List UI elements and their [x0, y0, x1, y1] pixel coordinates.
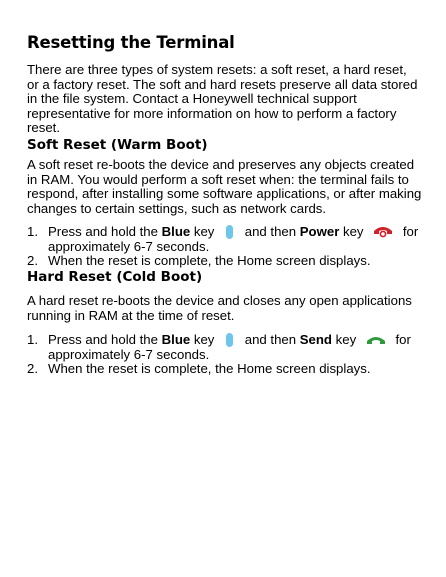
step-text: When the reset is complete, the Home screen displays.: [48, 361, 371, 376]
soft-reset-steps: [27, 225, 427, 269]
hard-reset-steps: [27, 333, 427, 377]
step-number: 2.: [27, 253, 38, 268]
hard-reset-description: A hard reset re-boots the device and closes any open applications running in RAM at the time of reset.: [27, 293, 412, 323]
list-item: [27, 362, 427, 377]
step-text: key: [332, 332, 360, 347]
blue-key-icon: [226, 333, 233, 347]
step-text: and then: [241, 224, 300, 239]
page-title: Resetting the Terminal: [27, 33, 235, 52]
blue-key-icon: [226, 225, 233, 239]
soft-reset-description: A soft reset re-boots the device and preserves any objects created in RAM. You would perform a soft reset when: the terminal fails to respond, after installing some software applications, or after making changes to certain settings, such as network cards.: [27, 157, 422, 216]
intro-paragraph: There are three types of system resets: a soft reset, a hard reset, or a factory reset. The soft and hard resets preserve all data stored in the file system. Contact a Honeywell technical support representative for more information on how to perform a factory reset.: [27, 62, 418, 135]
list-item: [27, 225, 427, 254]
step-text: key: [190, 332, 219, 347]
step-number: 2.: [27, 361, 38, 376]
key-name-send: Send: [299, 332, 332, 347]
key-name-power: Power: [299, 224, 340, 239]
end-call-red-phone-icon: [373, 224, 393, 238]
step-number: 1.: [27, 332, 38, 347]
step-text: and then: [241, 332, 300, 347]
step-text: for approximately 6-7 seconds.: [48, 224, 419, 254]
step-text: When the reset is complete, the Home screen displays.: [48, 253, 371, 268]
step-text: Press and hold the: [48, 224, 162, 239]
hard-reset-heading: Hard Reset (Cold Boot): [27, 269, 203, 285]
step-number: 1.: [27, 224, 38, 239]
send-call-green-phone-icon: [366, 333, 386, 345]
list-item: [27, 333, 427, 362]
step-text: Press and hold the: [48, 332, 162, 347]
key-name-blue: Blue: [161, 224, 191, 239]
key-name-blue: Blue: [161, 332, 191, 347]
step-text: key: [190, 224, 219, 239]
step-text: for approximately 6-7 seconds.: [48, 332, 411, 362]
list-item: [27, 254, 427, 269]
soft-reset-heading: Soft Reset (Warm Boot): [27, 137, 208, 153]
step-text: key: [339, 224, 368, 239]
